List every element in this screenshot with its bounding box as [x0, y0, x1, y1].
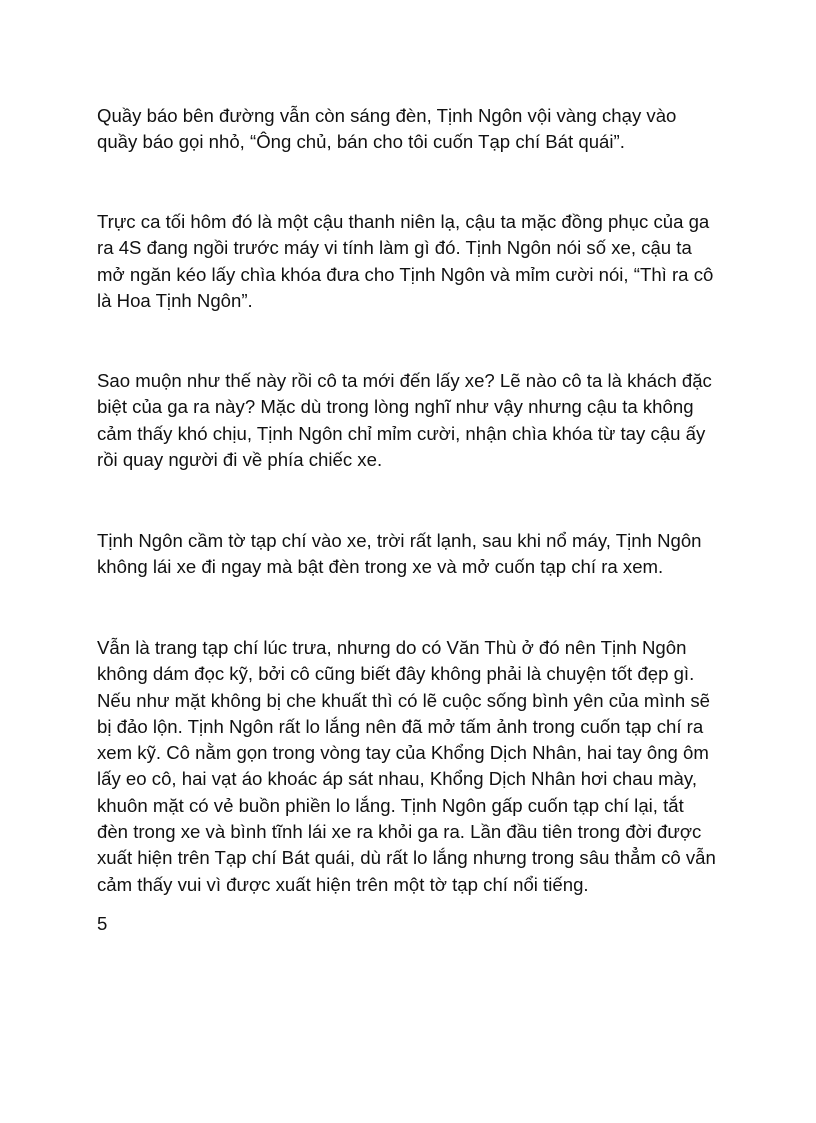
- text-line: Tịnh Ngôn cầm tờ tạp chí vào xe, trời rất lạnh, sau khi nổ máy, Tịnh Ngôn: [97, 530, 702, 551]
- text-line: đèn trong xe và bình tĩnh lái xe ra khỏi ga ra. Lần đầu tiên trong đời được: [97, 821, 702, 843]
- text-line: xem kỹ. Cô nằm gọn trong vòng tay của Khổng Dịch Nhân, hai tay ông ôm: [97, 742, 709, 764]
- text-line: là Hoa Tịnh Ngôn”.: [97, 289, 253, 311]
- paragraph-1: [97, 103, 737, 156]
- text-line: cảm thấy vui vì được xuất hiện trên một tờ tạp chí nổi tiếng.: [97, 873, 589, 895]
- text-line: không lái xe đi ngay mà bật đèn trong xe và mở cuốn tạp chí ra xem.: [97, 556, 664, 578]
- paragraph-2: [97, 209, 737, 314]
- paragraph-3: [97, 368, 737, 473]
- text-line: Nếu như mặt không bị che khuất thì có lẽ cuộc sống bình yên của mình sẽ: [97, 689, 710, 711]
- text-line: quầy báo gọi nhỏ, “Ông chủ, bán cho tôi cuốn Tạp chí Bát quái”.: [97, 131, 625, 153]
- text-line: biệt của ga ra này? Mặc dù trong lòng nghĩ như vậy nhưng cậu ta không: [97, 396, 694, 418]
- text-line: ra 4S đang ngồi trước máy vi tính làm gì đó. Tịnh Ngôn nói số xe, cậu ta: [97, 237, 692, 259]
- text-line: rồi quay người đi về phía chiếc xe.: [97, 448, 383, 470]
- text-line: mở ngăn kéo lấy chìa khóa đưa cho Tịnh Ngôn và mỉm cười nói, “Thì ra cô: [97, 263, 714, 285]
- text-line: Trực ca tối hôm đó là một cậu thanh niên lạ, cậu ta mặc đồng phục của ga: [97, 211, 710, 232]
- text-line: cảm thấy khó chịu, Tịnh Ngôn chỉ mỉm cười, nhận chìa khóa từ tay cậu ấy: [97, 422, 706, 444]
- text-line: lấy eo cô, hai vạt áo khoác áp sát nhau, Khổng Dịch Nhân hơi chau mày,: [97, 768, 697, 790]
- text-line: Quầy báo bên đường vẫn còn sáng đèn, Tịnh Ngôn vội vàng chạy vào: [97, 105, 677, 126]
- text-line: bị đảo lộn. Tịnh Ngôn rất lo lắng nên đã mở tấm ảnh trong cuốn tạp chí ra: [97, 715, 704, 737]
- text-line: xuất hiện trên Tạp chí Bát quái, dù rất lo lắng nhưng trong sâu thẳm cô vẫn: [97, 847, 716, 869]
- paragraph-5: [97, 635, 737, 898]
- text-line: Vẫn là trang tạp chí lúc trưa, nhưng do có Văn Thù ở đó nên Tịnh Ngôn: [97, 637, 687, 658]
- paragraph-4: [97, 528, 737, 581]
- page-number: 5: [97, 913, 108, 934]
- text-line: không dám đọc kỹ, bởi cô cũng biết đây không phải là chuyện tốt đẹp gì.: [97, 663, 695, 685]
- text-line: khuôn mặt có vẻ buồn phiền lo lắng. Tịnh Ngôn gấp cuốn tạp chí lại, tắt: [97, 794, 684, 816]
- text-line: Sao muộn như thế này rồi cô ta mới đến lấy xe? Lẽ nào cô ta là khách đặc: [97, 370, 712, 391]
